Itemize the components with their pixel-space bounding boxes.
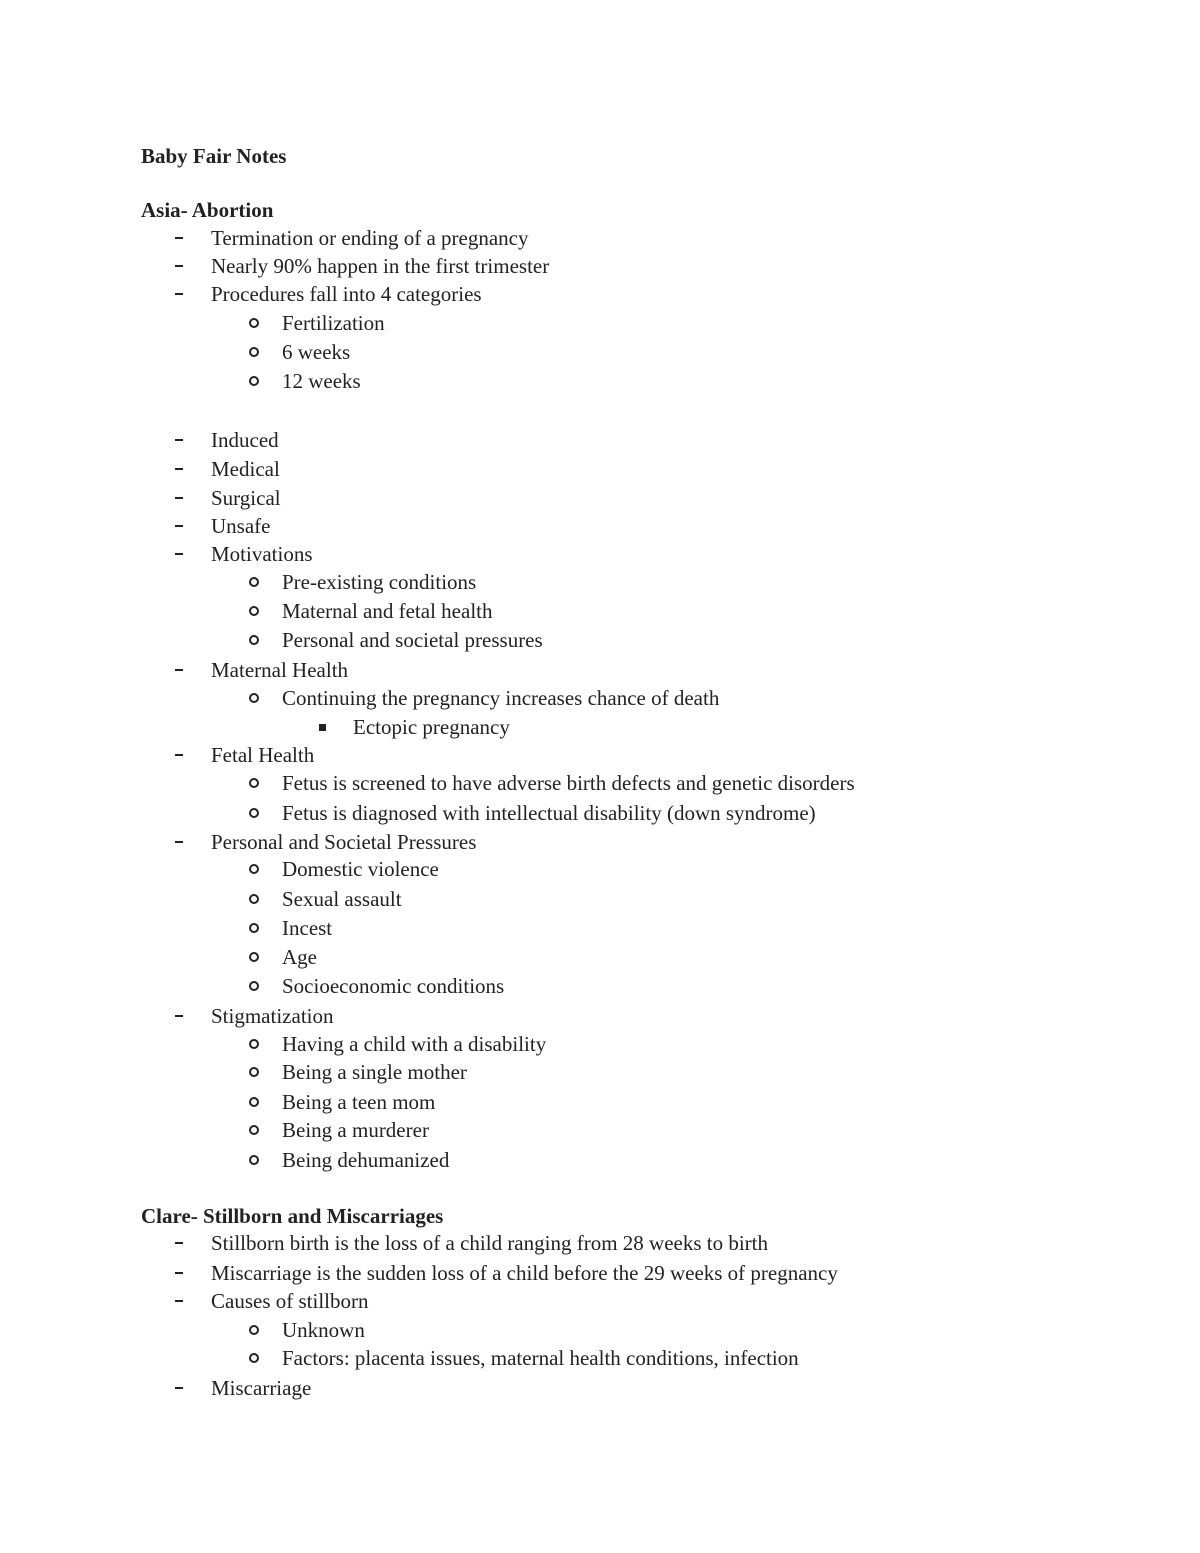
dash-bullet-icon — [175, 1374, 183, 1402]
document-title: Baby Fair Notes — [141, 144, 287, 168]
circle-bullet-icon — [249, 1058, 259, 1086]
circle-bullet-icon — [249, 597, 259, 625]
section-heading-asia: Asia- Abortion — [141, 198, 274, 222]
circle-bullet-icon — [249, 568, 259, 596]
dash-bullet-icon — [175, 1229, 183, 1257]
dash-bullet-icon — [175, 741, 183, 769]
circle-bullet-icon — [249, 684, 259, 712]
circle-bullet-icon — [249, 1088, 259, 1116]
dash-bullet-icon — [175, 512, 183, 540]
circle-bullet-icon — [249, 855, 259, 883]
circle-bullet-icon — [249, 626, 259, 654]
square-bullet-icon — [319, 713, 326, 741]
circle-bullet-icon — [249, 972, 259, 1000]
circle-bullet-icon — [249, 769, 259, 797]
circle-bullet-icon — [249, 943, 259, 971]
dash-bullet-icon — [175, 252, 183, 280]
circle-bullet-icon — [249, 1030, 259, 1058]
dash-bullet-icon — [175, 426, 183, 454]
dash-bullet-icon — [175, 455, 183, 483]
circle-bullet-icon — [249, 914, 259, 942]
circle-bullet-icon — [249, 885, 259, 913]
circle-bullet-icon — [249, 1146, 259, 1174]
circle-bullet-icon — [249, 1316, 259, 1344]
circle-bullet-icon — [249, 1116, 259, 1144]
dash-bullet-icon — [175, 656, 183, 684]
dash-bullet-icon — [175, 1287, 183, 1315]
dash-bullet-icon — [175, 224, 183, 252]
section-heading-clare: Clare- Stillborn and Miscarriages — [141, 1204, 444, 1228]
dash-bullet-icon — [175, 1259, 183, 1287]
dash-bullet-icon — [175, 540, 183, 568]
document-page: Baby Fair Notes Asia- Abortion Termination or ending of a pregnancy Nearly 90% happen in the first trimester Procedures fall into 4 categories Fertilization 6 weeks 12 weeks Induced Medical Surgical Unsafe Motivations Pre-existing conditions Maternal and fetal health Personal and societal pressures Maternal Health Continuing the pregnancy increases chance of death Ectopic pregnancy Fetal Health Fetus is screened to have adverse birth defects and genetic disorders Fetus is diagnosed with intellectual disability (down syndrome) Personal and Societal Pressures Domestic violence Sexual assault Incest Age Socioeconomic conditions Stigmatization Having a child with a disability Being a single mother Being a teen mom Being a murderer Being dehumanized Clare- Stillborn and Miscarriages Stillborn birth is the loss of a child ranging from 28 weeks to birth Miscarriage is the sudden loss of a child before the 29 weeks of pregnancy Causes of stillborn Unknown Factors: placenta issues, maternal health conditions, infection Miscarriage — [141, 144, 855, 1400]
circle-bullet-icon — [249, 1344, 259, 1372]
dash-bullet-icon — [175, 280, 183, 308]
circle-bullet-icon — [249, 367, 259, 395]
dash-bullet-icon — [175, 484, 183, 512]
circle-bullet-icon — [249, 338, 259, 366]
dash-bullet-icon — [175, 1002, 183, 1030]
circle-bullet-icon — [249, 799, 259, 827]
dash-bullet-icon — [175, 828, 183, 856]
circle-bullet-icon — [249, 309, 259, 337]
